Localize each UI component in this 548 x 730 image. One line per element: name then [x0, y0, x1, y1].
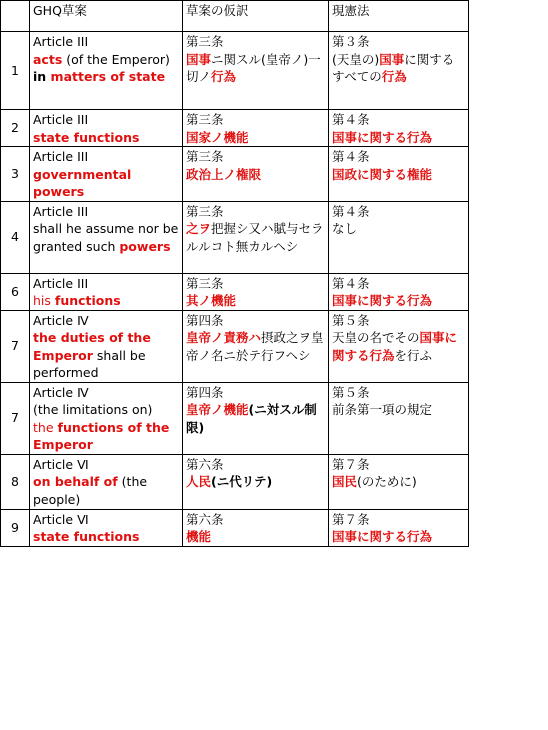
ghq-draft-cell	[30, 32, 183, 110]
cell-text: 第５条	[332, 384, 370, 400]
highlighted-text: 皇帝ノ機能	[186, 402, 249, 417]
highlighted-text: 皇帝ノ責務ハ	[186, 330, 262, 345]
cell-text: shall be performed	[33, 347, 146, 380]
row-number: 2	[1, 110, 30, 147]
highlighted-text: governmental powers	[33, 166, 132, 199]
table-row	[1, 201, 469, 273]
row-number: 1	[1, 32, 30, 110]
row-number: 4	[1, 201, 30, 273]
ghq-draft-cell	[30, 110, 183, 147]
tentative-translation-cell	[183, 454, 329, 509]
ghq-draft-cell	[30, 147, 183, 202]
current-constitution-cell	[329, 110, 469, 147]
cell-text: 摂政之ヲ皇帝ノ名ニ於テ行フヘシ	[186, 330, 324, 363]
cell-text: を行ふ	[394, 347, 433, 363]
cell-text: 天皇の名でその	[332, 330, 420, 345]
highlighted-text: 其ノ機能	[186, 293, 237, 308]
tentative-translation-cell	[183, 147, 329, 202]
highlighted-text: 国事	[186, 51, 212, 67]
cell-text: 第三条	[186, 112, 224, 127]
cell-text: Article III	[33, 149, 89, 164]
highlighted-text: 国事に関する行為	[332, 529, 433, 544]
highlighted-text: 機能	[186, 529, 212, 544]
current-constitution-cell	[329, 310, 469, 382]
header-cell-current-constitution: 現憲法	[329, 1, 469, 32]
row-number: 6	[1, 273, 30, 310]
cell-text: 前条第一項の規定	[332, 402, 433, 417]
table-body	[1, 32, 469, 547]
highlighted-text: on behalf of	[33, 474, 118, 489]
highlighted-text: powers	[119, 238, 171, 254]
cell-text: 第３条	[332, 34, 370, 49]
tentative-translation-cell	[183, 310, 329, 382]
table-row	[1, 32, 469, 110]
cell-text: (of the Emperor)	[62, 51, 170, 67]
highlighted-text: state functions	[33, 129, 140, 145]
cell-text: the	[33, 419, 58, 435]
tentative-translation-cell	[183, 509, 329, 546]
table-row	[1, 147, 469, 202]
highlighted-text: functions	[54, 293, 121, 308]
highlighted-text: 国事に関する行為	[332, 330, 458, 363]
table-row	[1, 509, 469, 546]
cell-text: 第三条	[186, 275, 224, 291]
highlighted-text: the duties of the Emperor	[33, 330, 151, 363]
current-constitution-cell	[329, 147, 469, 202]
cell-text: Article III	[33, 112, 89, 127]
cell-text: Article Ⅵ	[33, 456, 89, 472]
cell-text: 第六条	[186, 511, 224, 527]
header-row	[1, 1, 469, 32]
current-constitution-cell	[329, 273, 469, 310]
cell-text: に関するすべての	[332, 51, 455, 84]
table-row	[1, 110, 469, 147]
cell-text: in	[33, 69, 51, 84]
cell-text: なし	[332, 221, 358, 236]
highlighted-text: functions of the Emperor	[33, 419, 170, 452]
cell-text: 第四条	[186, 384, 224, 400]
cell-text: 第六条	[186, 456, 224, 472]
current-constitution-cell	[329, 509, 469, 546]
ghq-draft-cell	[30, 273, 183, 310]
cell-text: Article III	[33, 275, 89, 291]
tentative-translation-cell	[183, 201, 329, 273]
cell-text: 第５条	[332, 312, 370, 328]
cell-text: 第四条	[186, 312, 224, 328]
cell-text: Article Ⅳ	[33, 312, 89, 328]
ghq-draft-cell	[30, 454, 183, 509]
highlighted-text: 之ヲ	[186, 221, 212, 236]
tentative-translation-cell	[183, 32, 329, 110]
cell-text: Article Ⅳ	[33, 384, 89, 400]
highlighted-text: 行為	[211, 69, 237, 84]
highlighted-text: 国事	[379, 51, 405, 67]
cell-text: ニ関スル(皇帝ノ)一切ノ	[186, 51, 321, 84]
cell-text: (ニ代リテ)	[211, 474, 273, 489]
row-number: 3	[1, 147, 30, 202]
highlighted-text: 行為	[381, 69, 407, 84]
cell-text: (天皇の)	[332, 51, 380, 67]
highlighted-text: 人民	[186, 474, 212, 489]
cell-text: 第三条	[186, 203, 224, 219]
cell-text: 第４条	[332, 149, 370, 164]
cell-text: (ニ対スル制限)	[186, 402, 317, 435]
tentative-translation-cell	[183, 273, 329, 310]
cell-text: 第４条	[332, 112, 370, 127]
tentative-translation-cell	[183, 110, 329, 147]
ghq-draft-cell	[30, 509, 183, 546]
table-row	[1, 273, 469, 310]
header-cell-ghq-draft: GHQ草案	[30, 1, 183, 32]
current-constitution-cell	[329, 382, 469, 454]
cell-text: (のために)	[357, 474, 417, 489]
table-row	[1, 454, 469, 509]
header-cell-number	[1, 1, 30, 32]
highlighted-text: 政治上ノ権限	[186, 166, 262, 182]
tentative-translation-cell	[183, 382, 329, 454]
row-number: 7	[1, 310, 30, 382]
highlighted-text: state functions	[33, 529, 140, 544]
cell-text: (the limitations on)	[33, 402, 153, 417]
highlighted-text: acts	[33, 51, 63, 67]
highlighted-text: 国民	[332, 474, 358, 489]
cell-text: (the people)	[33, 474, 148, 507]
row-number: 8	[1, 454, 30, 509]
highlighted-text: 国家ノ機能	[186, 129, 249, 145]
cell-text: 第三条	[186, 149, 224, 164]
cell-text: 第４条	[332, 275, 370, 291]
header-cell-tentative-translation: 草案の仮訳	[183, 1, 329, 32]
cell-text: his	[33, 293, 55, 308]
highlighted-text: 国事に関する行為	[332, 129, 433, 145]
ghq-draft-cell	[30, 310, 183, 382]
cell-text: Article III	[33, 34, 89, 49]
cell-text: 第三条	[186, 34, 224, 49]
table-row	[1, 310, 469, 382]
row-number: 9	[1, 509, 30, 546]
cell-text: 把握シ又ハ賦与セラルルコト無カルヘシ	[186, 221, 324, 254]
cell-text: Article III	[33, 203, 89, 219]
highlighted-text: 国事に関する行為	[332, 293, 433, 308]
current-constitution-cell	[329, 201, 469, 273]
cell-text: 第７条	[332, 511, 370, 527]
ghq-draft-cell	[30, 382, 183, 454]
cell-text: Article Ⅵ	[33, 511, 89, 527]
current-constitution-cell	[329, 454, 469, 509]
cell-text: 第７条	[332, 456, 370, 472]
ghq-draft-cell	[30, 201, 183, 273]
highlighted-text: matters of state	[50, 69, 166, 84]
highlighted-text: 国政に関する権能	[332, 166, 433, 182]
current-constitution-cell	[329, 32, 469, 110]
cell-text: 第４条	[332, 203, 370, 219]
table-row	[1, 382, 469, 454]
cell-text: shall he assume nor be granted such	[33, 221, 179, 254]
row-number: 7	[1, 382, 30, 454]
